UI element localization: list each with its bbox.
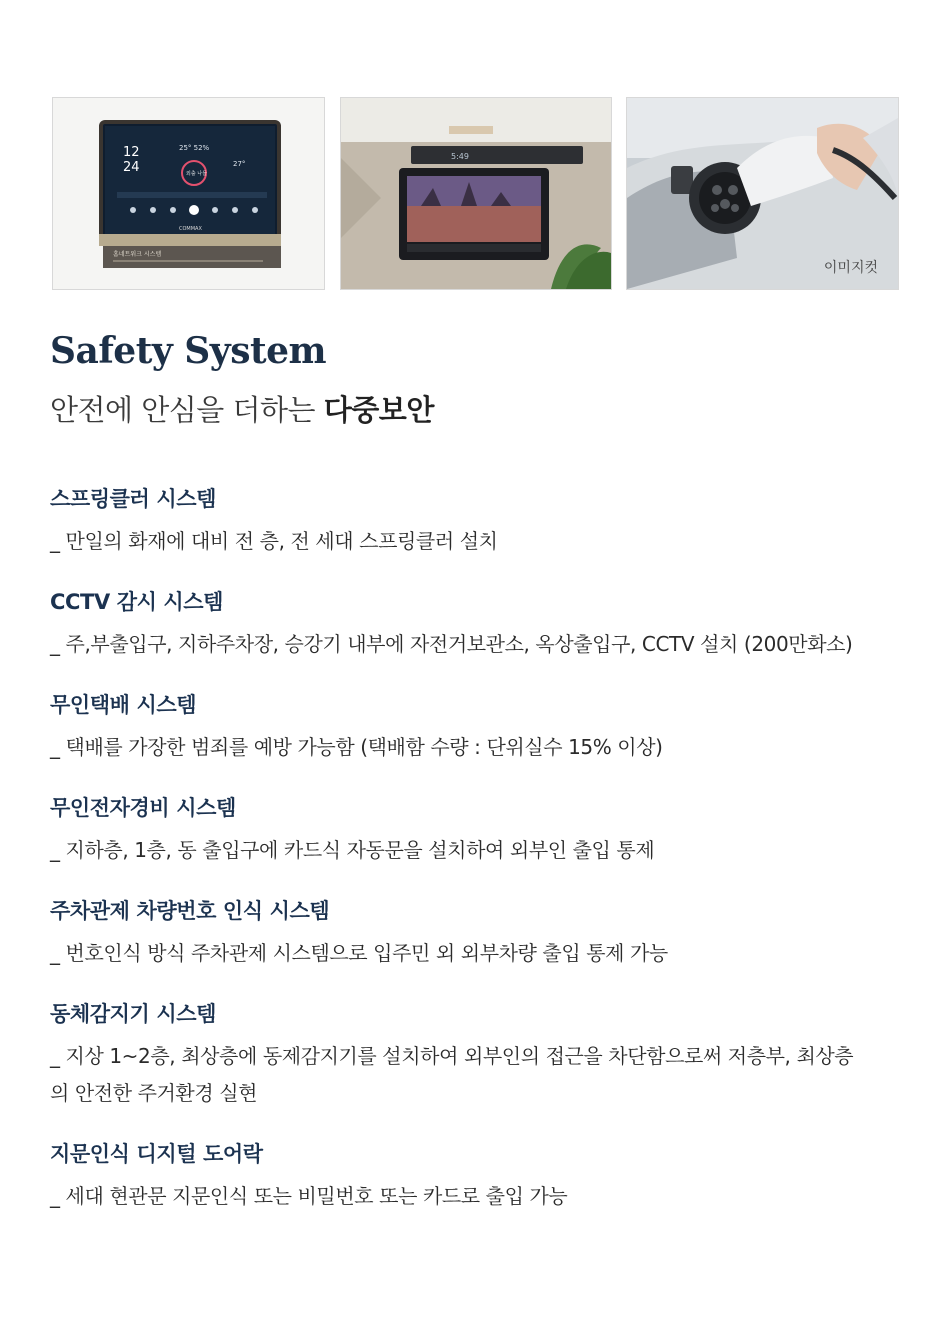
feature-desc: _ 만일의 화재에 대비 전 층, 전 세대 스프링클러 설치	[50, 529, 498, 553]
feature-desc: _ 택배를 가장한 범죄를 예방 가능함 (택배함 수량 : 단위실수 15% 이상)	[50, 735, 663, 759]
feature-title: 지문인식 디지털 도어락	[50, 1142, 263, 1166]
ev-charger-photo	[626, 97, 899, 290]
kitchen-tv-illustration	[341, 98, 611, 289]
feature-title: 무인택배 시스템	[50, 693, 197, 717]
wallpad-temp2: 27°	[233, 160, 246, 168]
wallpad-illustration	[53, 98, 324, 289]
feature-item-sprinkler	[50, 484, 870, 560]
subtitle-bold: 다중보안	[323, 393, 434, 427]
wallpad-hour: 12	[123, 145, 140, 160]
feature-item-parcel	[50, 690, 870, 766]
feature-title: 스프링클러 시스템	[50, 487, 216, 511]
feature-item-cctv	[50, 587, 870, 663]
feature-list	[50, 484, 870, 1242]
feature-desc: _ 지하층, 1층, 동 출입구에 카드식 자동문을 설치하여 외부인 출입 통제	[50, 838, 655, 862]
page-subtitle	[50, 388, 434, 429]
feature-desc: _ 지상 1~2층, 최상층에 동제감지기를 설치하여 외부인의 접근을 차단함으로써 저층부, 최상층의 안전한 주거환경 실현	[50, 1044, 854, 1105]
feature-title: 무인전자경비 시스템	[50, 796, 236, 820]
wallpad-center: 외출 나들	[186, 171, 207, 177]
page-title: Safety System	[50, 330, 327, 372]
feature-desc: _ 주,부출입구, 지하주차장, 승강기 내부에 자전거보관소, 옥상출입구, CCTV 설치 (200만화소)	[50, 632, 853, 656]
wallpad-temp: 25° 52%	[179, 144, 210, 152]
feature-desc: _ 세대 현관문 지문인식 또는 비밀번호 또는 카드로 출입 가능	[50, 1184, 568, 1208]
feature-title: 동체감지기 시스템	[50, 1002, 216, 1026]
feature-title: CCTV 감시 시스템	[50, 590, 224, 614]
tv-readout: 5:49	[451, 152, 469, 161]
feature-title: 주차관제 차량번호 인식 시스템	[50, 899, 330, 923]
wallpad-photo	[52, 97, 325, 290]
feature-desc: _ 번호인식 방식 주차관제 시스템으로 입주민 외 외부차량 출입 통제 가능	[50, 941, 668, 965]
feature-item-parking	[50, 896, 870, 972]
wallpad-label: 홈네트워크 시스템	[113, 251, 162, 258]
wallpad-brand: COMMAX	[179, 226, 202, 232]
kitchen-tv-photo	[340, 97, 612, 290]
subtitle-plain: 안전에 안심을 더하는	[50, 393, 324, 427]
feature-item-security	[50, 793, 870, 869]
wallpad-minute: 24	[123, 160, 140, 175]
feature-item-motion	[50, 999, 870, 1112]
photo-strip	[52, 97, 899, 290]
image-cut-caption: 이미지컷	[823, 260, 878, 276]
feature-item-doorlock	[50, 1139, 870, 1215]
